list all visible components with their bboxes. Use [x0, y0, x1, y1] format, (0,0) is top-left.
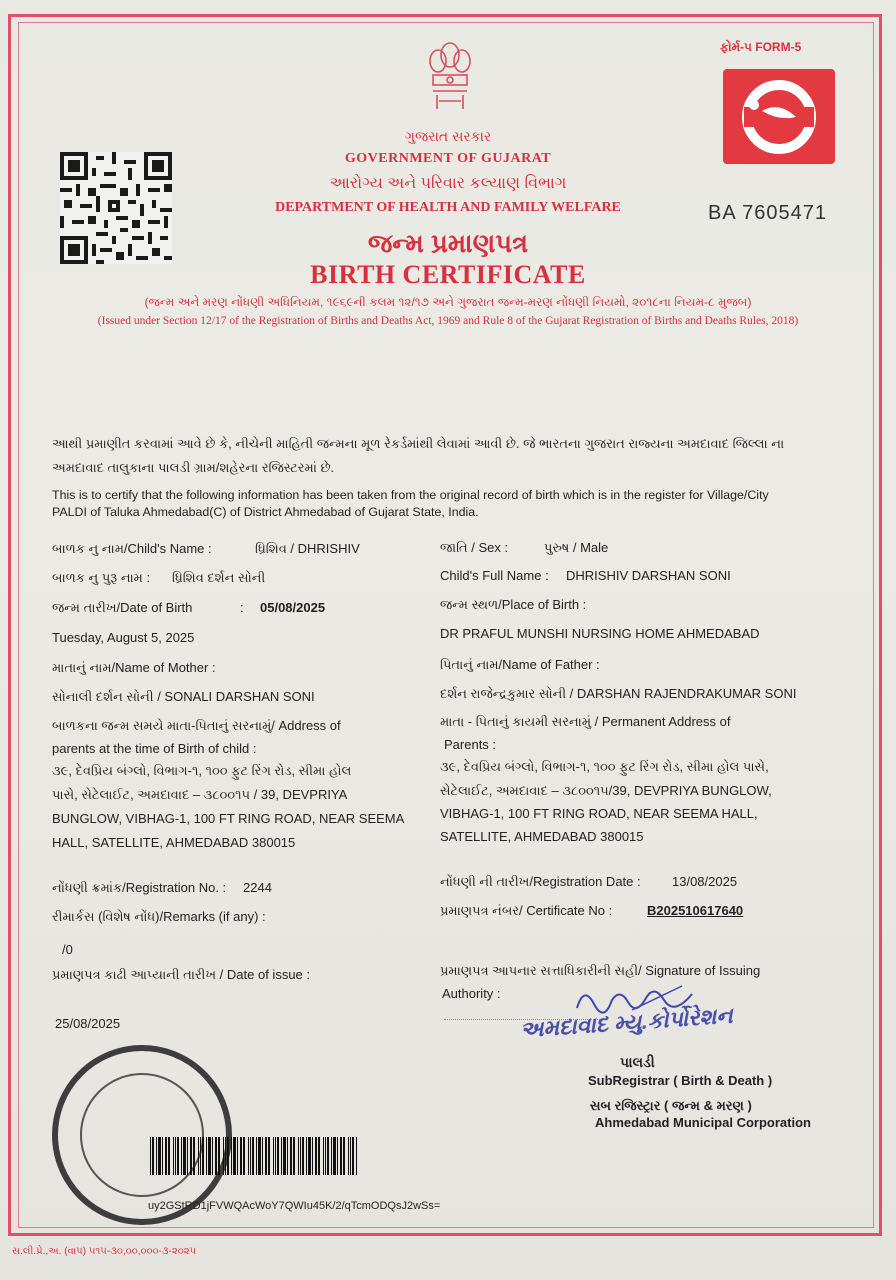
sex-value: પુરુષ / Male: [544, 540, 609, 555]
municipal-stamp-text: અમદાવાદ મ્યુ.કોર્પોરેશન: [519, 1002, 734, 1043]
intro-en-line1: This is to certify that the following information has been taken from the original record of birth which is in the register for Village/City: [52, 488, 769, 502]
address-at-birth-line3: BUNGLOW, VIBHAG-1, 100 FT RING ROAD, NEAR SEEMA: [52, 811, 405, 826]
father-name-label: પિતાનું નામ/Name of Father :: [440, 657, 600, 672]
place-of-birth-value: DR PRAFUL MUNSHI NURSING HOME AHMEDABAD: [440, 626, 760, 641]
gov-title-guj: ગુજરાત સરકાર: [404, 128, 492, 144]
intro-guj-line1: આથી પ્રમાણીત કરવામાં આવે છે કે, નીચેની માહિતી જન્મના મૂળ રેકર્ડમાંથી લેવામાં આવી છે. જે ભારતના ગુજરાત રાજ્યના અમદાવાદ જિલ્લા ના: [52, 436, 785, 451]
date-of-issue-value: 25/08/2025: [55, 1016, 121, 1031]
certificate-number-value: B202510617640: [647, 903, 744, 918]
child-full-name-value-en: DHRISHIV DARSHAN SONI: [566, 568, 731, 583]
intro-guj-line2: અમદાવાદ તાલુકાના પાલડી ગ્રામ/શહેરના રજિસ્ટરમાં છે.: [52, 460, 335, 475]
permanent-address-line3: VIBHAG-1, 100 FT RING ROAD, NEAR SEEMA HALL,: [440, 806, 758, 821]
stamp-sub-text: પાલડી: [620, 1054, 655, 1070]
place-of-birth-label: જન્મ સ્થળ/Place of Birth :: [440, 597, 587, 612]
certificate-title-en: BIRTH CERTIFICATE: [310, 260, 586, 289]
father-name-value: દર્શન રાજેન્દ્રકુમાર સોની / DARSHAN RAJENDRAKUMAR SONI: [440, 686, 797, 701]
address-at-birth-label-1: બાળકના જન્મ સમયે માતા-પિતાનું સરનામું/ Address of: [52, 718, 341, 733]
remarks-label: રીમાર્કસ (વિશેષ નોંધ)/Remarks (if any) :: [52, 909, 266, 924]
signature-label-1: પ્રમાણપત્ર આપનાર સત્તાધિકારીની સહી/ Signature of Issuing: [440, 963, 761, 978]
remarks-value: /0: [62, 942, 73, 957]
date-of-issue-label: પ્રમાણપત્ર કાઢી આપ્યાની તારીખ / Date of issue :: [52, 967, 310, 982]
dept-title-guj: આરોગ્ય અને પરિવાર કલ્યાણ વિભાગ: [329, 175, 567, 192]
state-emblem-icon: [425, 35, 475, 117]
issued-under-en: (Issued under Section 12/17 of the Registration of Births and Deaths Act, 1969 and Rule 8 of the Gujarat Registration of Births and Deaths Rules, 2018): [97, 315, 799, 327]
dob-colon: :: [240, 600, 244, 615]
dob-value: 05/08/2025: [260, 600, 326, 615]
dob-long: Tuesday, August 5, 2025: [52, 630, 195, 645]
mother-name-label: માતાનું નામ/Name of Mother :: [52, 660, 216, 675]
permanent-address-line4: SATELLITE, AHMEDABAD 380015: [440, 829, 644, 844]
registration-number-label: નોંધણી ક્રમાંક/Registration No. :: [52, 880, 227, 895]
dept-title-en: DEPARTMENT OF HEALTH AND FAMILY WELFARE: [275, 200, 621, 215]
child-full-name-label-guj: બાળક નુ પુરૂ નામ :: [52, 570, 151, 585]
barcode: [150, 1137, 360, 1175]
sex-label: જાતિ / Sex :: [440, 540, 509, 555]
address-at-birth-line1: ૩૯, દેવપ્રિય બંગ્લો, વિભાગ-૧, ૧૦૦ ફુટ રિંગ રોડ, સીમા હોલ: [52, 763, 352, 778]
department-logo-icon: [723, 69, 835, 164]
permanent-address-label-2: Parents :: [444, 737, 497, 752]
barcode-text: uy2GStRD1jFVWQAcWoY7QWIu45K/2/qTcmODQsJ2wSs=: [148, 1200, 441, 1212]
issued-under-guj: (જન્મ અને મરણ નોંધણી અધિનિયમ, ૧૯૬૯ની કલમ ૧૨/૧૭ અને ગુજરાત જન્મ-મરણ નોંધણી નિયમો, ૨૦૧૮ના નિયમ-૮ મુજબ): [144, 295, 752, 309]
municipal-corporation: Ahmedabad Municipal Corporation: [595, 1115, 811, 1130]
certificate-title-guj: જન્મ પ્રમાણપત્ર: [367, 228, 529, 258]
child-full-name-value-guj: ધ્રિશિવ દર્શન સોની: [172, 570, 266, 585]
address-at-birth-line4: HALL, SATELLITE, AHMEDABAD 380015: [52, 835, 296, 850]
registration-date-value: 13/08/2025: [672, 874, 738, 889]
registration-date-label: નોંધણી ની તારીખ/Registration Date :: [440, 874, 641, 889]
permanent-address-line2: સેટેલાઈટ, અમદાવાદ – ૩૮૦૦૧૫/39, DEVPRIYA BUNGLOW,: [440, 783, 772, 798]
address-at-birth-line2: પાસે, સેટેલાઈટ, અમદાવાદ – ૩૮૦૦૧૫ / 39, DEVPRIYA: [52, 787, 348, 802]
round-seal-icon: [52, 1045, 232, 1225]
signature-label-2: Authority :: [442, 986, 501, 1001]
serial-number: BA 7605471: [708, 202, 827, 224]
permanent-address-label-1: માતા - પિતાનું કાયમી સરનામું / Permanent Address of: [440, 714, 731, 729]
address-at-birth-label-2: parents at the time of Birth of child :: [52, 741, 257, 756]
form-number: ફોર્મ-૫ FORM-5: [720, 40, 802, 54]
child-name-value: ધ્રિશિવ / DHRISHIV: [255, 541, 360, 556]
child-name-label: બાળક નુ નામ/Child's Name :: [52, 541, 212, 556]
gov-title-en: GOVERNMENT OF GUJARAT: [344, 151, 552, 166]
sub-registrar-guj: સબ રજિસ્ટ્રાર ( જન્મ & મરણ ): [590, 1098, 752, 1113]
certificate-number-label: પ્રમાણપત્ર નંબર/ Certificate No :: [440, 903, 613, 918]
dob-label: જન્મ તારીખ/Date of Birth: [52, 600, 193, 615]
registration-number-value: 2244: [243, 880, 272, 895]
child-full-name-label-en: Child's Full Name :: [440, 568, 549, 583]
mother-name-value: સોનાલી દર્શન સોની / SONALI DARSHAN SONI: [52, 689, 315, 704]
intro-en-line2: PALDI of Taluka Ahmedabad(C) of District Ahmedabad of Gujarat State, India.: [52, 505, 479, 519]
sub-registrar-en: SubRegistrar ( Birth & Death ): [588, 1073, 773, 1088]
permanent-address-line1: ૩૯, દેવપ્રિય બંગ્લો, વિભાગ-૧, ૧૦૦ ફુટ રિંગ રોડ, સીમા હોલ પાસે,: [440, 759, 769, 774]
printing-footer: સ.લી.પ્રે.,અ. (વાપ) ૫૧૫-૩૦,૦૦,૦૦૦-૩-૨૦૨૫: [12, 1246, 197, 1257]
